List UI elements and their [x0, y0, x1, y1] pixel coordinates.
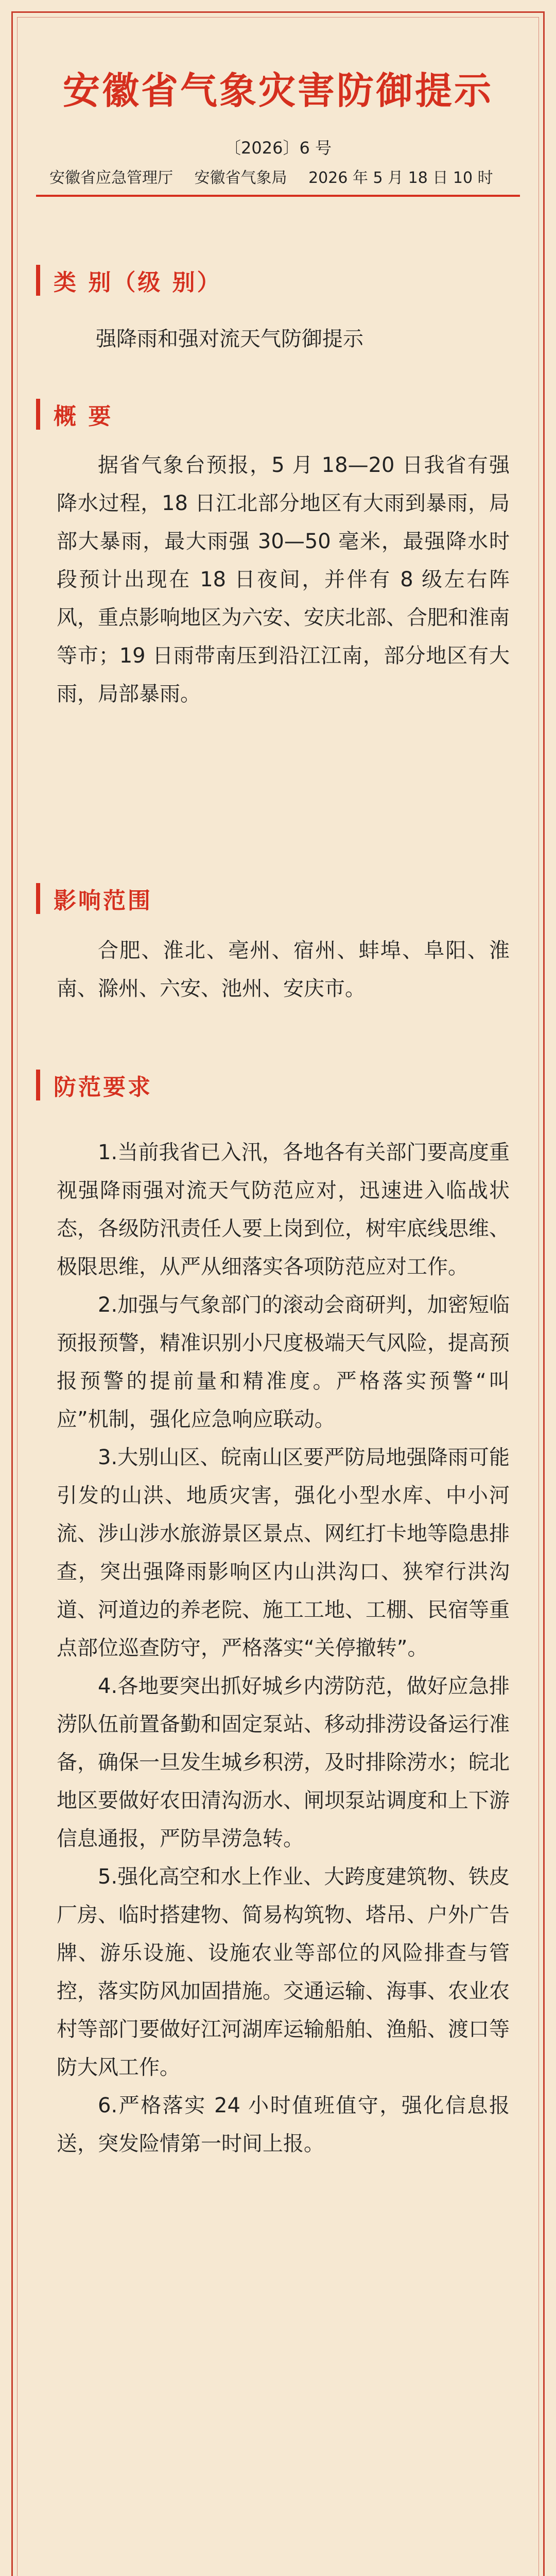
requirement-item-2: 2.加强与气象部门的滚动会商研判，加密短临预报预警，精准识别小尺度极端天气风险，提高预报预警的提前量和精准度。严格落实预警“叫应”机制，强化应急响应联动。	[57, 1293, 510, 1431]
section-requirements-heading	[36, 1069, 152, 1101]
requirement-item-4: 4.各地要突出抓好城乡内涝防范，做好应急排涝队伍前置备勤和固定泵站、移动排涝设备运行准备，确保一旦发生城乡积涝，及时排除涝水；皖北地区要做好农田清沟沥水、闸坝泵站调度和上下游信息通报，严防旱涝急转。	[57, 1674, 510, 1851]
overview-text: 据省气象台预报，5 月 18—20 日我省有强降水过程，18 日江北部分地区有大雨到暴雨，局部大暴雨，最大雨强 30—50 毫米，最强降水时段预计出现在 18 日夜间，并伴有 8 级左右阵风，重点影响地区为六安、安庆北部、合肥和淮南等市；19 日雨带南压到沿江江南，部分地区有大雨，局部暴雨。	[57, 453, 510, 706]
section-title: 影响范围	[54, 888, 152, 914]
section-overview-heading	[36, 398, 113, 431]
section-scope-heading	[36, 882, 152, 915]
section-marker	[36, 1070, 40, 1100]
requirement-item-6: 6.严格落实 24 小时值班值守，强化信息报送，突发险情第一时间上报。	[57, 2094, 510, 2156]
issuer-org-2: 安徽省气象局	[194, 169, 287, 187]
scope-text: 合肥、淮北、亳州、宿州、蚌埠、阜阳、淮南、滁州、六安、池州、安庆市。	[57, 939, 510, 1001]
requirements-list	[57, 1133, 510, 2163]
issue-datetime: 2026 年 5 月 18 日 10 时	[308, 169, 493, 187]
section-marker	[36, 883, 40, 914]
requirement-item-1: 1.当前我省已入汛，各地各有关部门要高度重视强降雨强对流天气防范应对，迅速进入临战状态，各级防汛责任人要上岗到位，树牢底线思维、极限思维，从严从细落实各项防范应对工作。	[57, 1141, 510, 1279]
requirement-item-3: 3.大别山区、皖南山区要严防局地强降雨可能引发的山洪、地质灾害，强化小型水库、中小河流、涉山涉水旅游景区景点、网红打卡地等隐患排查，突出强降雨影响区内山洪沟口、狭窄行洪沟道、河道边的养老院、施工工地、工棚、民宿等重点部位巡查防守，严格落实“关停撤转”。	[57, 1446, 510, 1660]
section-marker	[36, 399, 40, 430]
section-title: 防范要求	[54, 1074, 152, 1100]
header-divider	[36, 195, 520, 197]
document-number: 〔2026〕6 号	[224, 138, 332, 158]
category-text: 强降雨和强对流天气防御提示	[96, 327, 363, 351]
section-title: 概 要	[54, 403, 113, 430]
document-title: 安徽省气象灾害防御提示	[62, 69, 493, 112]
issuer-line	[49, 165, 513, 188]
issuer-org-1: 安徽省应急管理厅	[49, 169, 173, 187]
requirement-item-5: 5.强化高空和水上作业、大跨度建筑物、铁皮厂房、临时搭建物、简易构筑物、塔吊、户外广告牌、游乐设施、设施农业等部位的风险排查与管控，落实防风加固措施。交通运输、海事、农业农村等部门要做好江河湖库运输船舶、渔船、渡口等防大风工作。	[57, 1865, 510, 2079]
section-marker	[36, 265, 40, 296]
section-category-heading	[36, 264, 222, 297]
section-title: 类 别（级 别）	[54, 269, 222, 296]
